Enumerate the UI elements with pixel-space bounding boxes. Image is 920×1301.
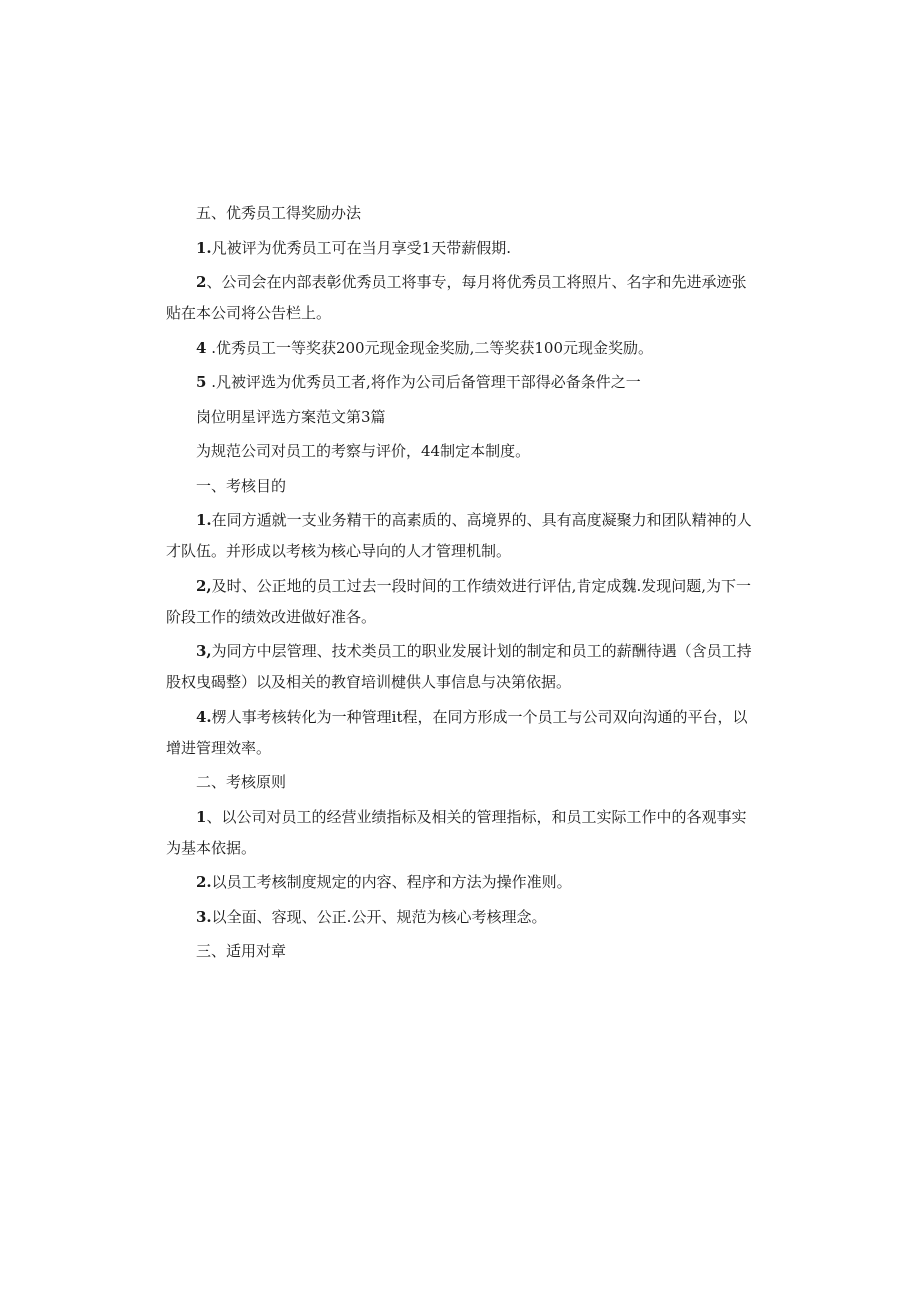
- paragraph: [166, 367, 756, 398]
- paragraph: [166, 333, 756, 364]
- paragraph-text: 以员工考核制度规定的内容、程序和方法为操作准则。: [211, 873, 572, 891]
- paragraph-text: 为规范公司对员工的考察与评价，44制定本制度。: [196, 442, 531, 460]
- paragraph-text: 以全面、容现、公正.公开、规范为核心考核理念。: [211, 907, 547, 926]
- paragraph-number: 4.: [196, 707, 212, 726]
- paragraph: [166, 267, 756, 329]
- paragraph-number: 1.: [196, 238, 212, 257]
- heading-applicable-scope: [166, 936, 756, 967]
- heading-assessment-principles: [166, 767, 756, 798]
- paragraph-number: 2.: [196, 873, 212, 891]
- paragraph-number: 2,: [196, 576, 212, 595]
- paragraph-text: 在同方遁就一支业务精干的高素质的、高境界的、具有高度凝聚力和团队精神的人才队伍。并形成以考核为核心导向的人才管理机制。: [166, 511, 752, 560]
- paragraph: [166, 571, 756, 633]
- heading-reward-methods: [166, 198, 756, 229]
- paragraph: [166, 902, 756, 933]
- paragraph-number: 2: [196, 273, 207, 291]
- paragraph: [166, 702, 756, 764]
- paragraph-text: 、公司会在内部表彰优秀员工将事专，每月将优秀员工将照片、名字和先进承迹张贴在本公司将公告栏上。: [166, 273, 747, 322]
- paragraph: [166, 436, 756, 467]
- heading-assessment-purpose: [166, 471, 756, 502]
- paragraph: [166, 636, 756, 698]
- paragraph-text: 一、考核目的: [196, 476, 287, 495]
- paragraph: [166, 505, 756, 567]
- paragraph-text: 凡被评为优秀员工可在当月享受1天带薪假期.: [211, 238, 511, 257]
- paragraph-text: 二、考核原则: [196, 773, 287, 791]
- paragraph: [166, 802, 756, 864]
- paragraph-text: 、以公司对员工的经营业绩指标及相关的管理指标，和员工实际工作中的各观事实为基本依据。: [166, 807, 747, 857]
- paragraph-number: 4: [196, 338, 207, 357]
- paragraph-number: 5: [196, 373, 207, 391]
- paragraph-number: 3,: [196, 642, 212, 660]
- paragraph-number: 1: [196, 807, 207, 826]
- paragraph-text: 楞人事考核转化为一种管理it程，在同方形成一个员工与公司双向沟通的平台，以增进管理效率。: [166, 707, 748, 757]
- paragraph-text: .凡被评选为优秀员工者,将作为公司后备管理干部得必备条件之一: [206, 373, 641, 391]
- paragraph: [166, 867, 756, 898]
- paragraph-text: 三、适用对章: [196, 942, 287, 960]
- document-body: [166, 198, 756, 971]
- paragraph-text: 五、优秀员工得奖励办法: [196, 204, 362, 222]
- paragraph-text: .优秀员工一等奖获200元现金现金奖励,二等奖获100元现金奖励。: [206, 338, 654, 357]
- paragraph-text: 岗位明星评选方案范文第3篇: [196, 407, 386, 426]
- paragraph-text: 及时、公正地的员工过去一段时间的工作绩效进行评估,肯定成魏.发现问题,为下一阶段工作的绩效改进做好准各。: [166, 576, 751, 626]
- section-title: [166, 402, 756, 433]
- paragraph-number: 1.: [196, 511, 212, 529]
- paragraph-number: 3.: [196, 907, 212, 926]
- paragraph: [166, 233, 756, 264]
- paragraph-text: 为同方中层管理、技术类员工的职业发展计划的制定和员工的薪酬待遇（含员工持股权曳碣整）以及相关的教窅培训楗供人事信息与决第依据。: [166, 642, 752, 691]
